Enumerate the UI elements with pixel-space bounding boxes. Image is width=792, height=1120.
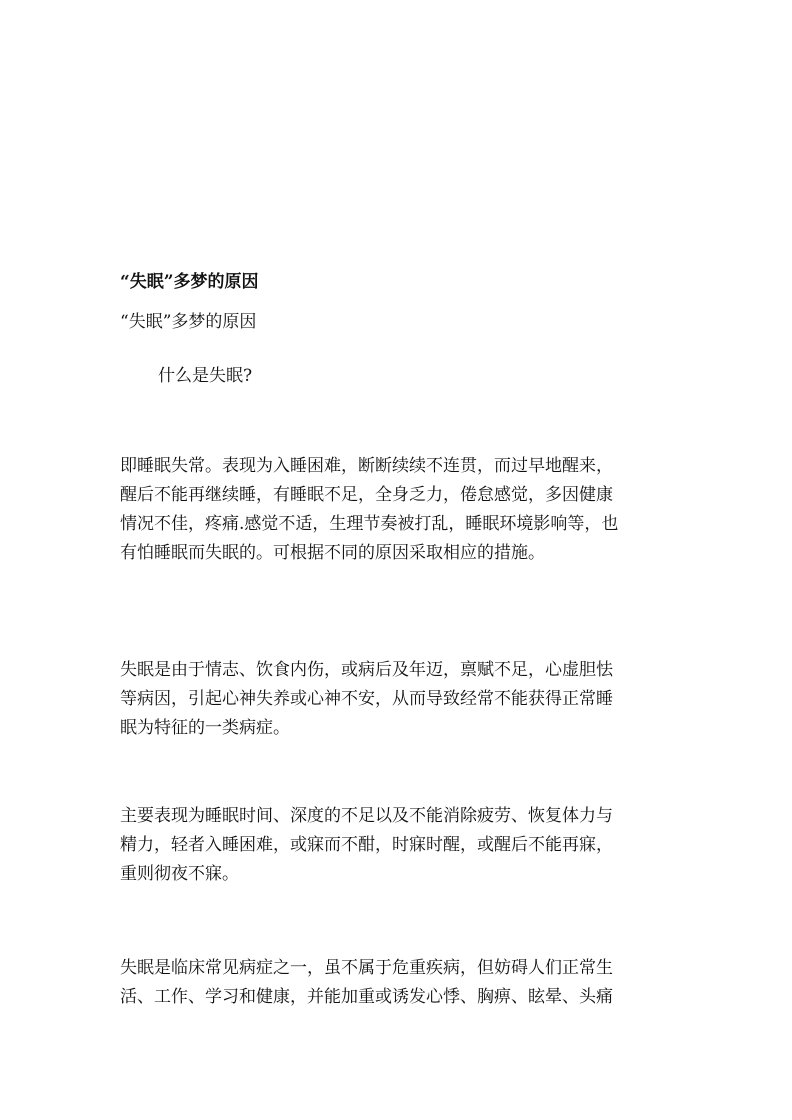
paragraph-definition bbox=[120, 452, 680, 568]
document-title: “失眠”多梦的原因 bbox=[120, 312, 257, 332]
paragraph-line: 重则彻夜不寐。 bbox=[120, 864, 239, 884]
paragraph-line: 活、工作、学习和健康，并能加重或诱发心悸、胸痹、眩晕、头痛 bbox=[120, 987, 613, 1007]
paragraph-line: 失眠是临床常见病症之一，虽不属于危重疾病，但妨碍人们正常生 bbox=[120, 958, 613, 978]
paragraph-line: 精力，轻者入睡困难，或寐而不酣，时寐时醒，或醒后不能再寐， bbox=[120, 835, 613, 855]
paragraph-impact bbox=[120, 954, 680, 1012]
paragraph-line: 失眠是由于情志、饮食内伤，或病后及年迈，禀赋不足，心虚胆怯 bbox=[120, 660, 613, 680]
section-question: 什么是失眠? bbox=[158, 366, 253, 386]
paragraph-line: 情况不佳，疼痛.感觉不适，生理节奏被打乱，睡眠环境影响等，也 bbox=[120, 514, 619, 534]
paragraph-line: 眠为特征的一类病症。 bbox=[120, 718, 290, 738]
paragraph-line: 即睡眠失常。表现为入睡困难，断断续续不连贯，而过早地醒来， bbox=[120, 456, 613, 476]
paragraph-causes bbox=[120, 656, 680, 743]
paragraph-line: 有怕睡眠而失眠的。可根据不同的原因采取相应的措施。 bbox=[120, 543, 545, 563]
document-title-bold: “失眠”多梦的原因 bbox=[120, 272, 259, 292]
paragraph-symptoms bbox=[120, 802, 680, 889]
paragraph-line: 主要表现为睡眠时间、深度的不足以及不能消除疲劳、恢复体力与 bbox=[120, 806, 613, 826]
paragraph-line: 等病因，引起心神失养或心神不安，从而导致经常不能获得正常睡 bbox=[120, 689, 613, 709]
paragraph-line: 醒后不能再继续睡，有睡眠不足，全身乏力，倦怠感觉，多因健康 bbox=[120, 485, 613, 505]
